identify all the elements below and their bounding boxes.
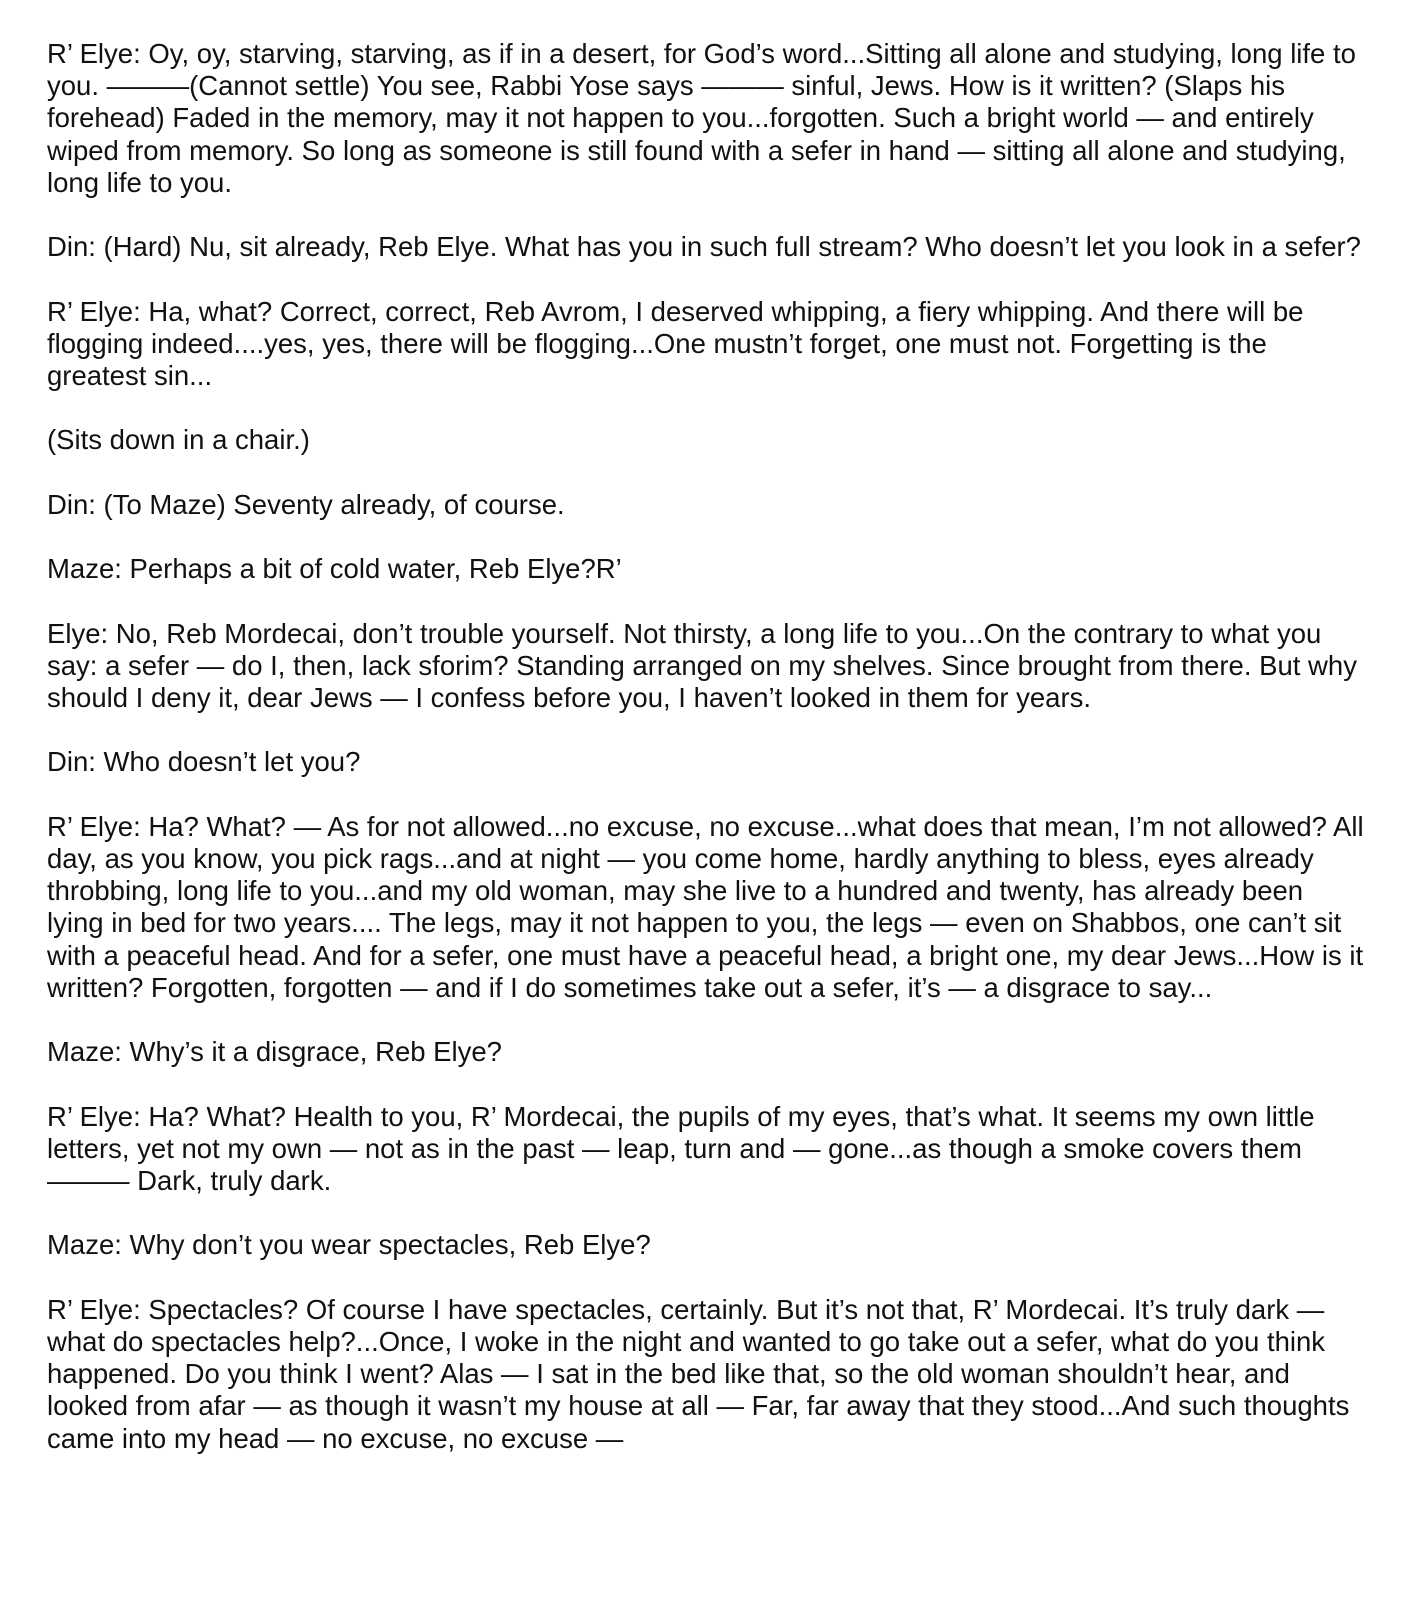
- paragraph-din-2: Din: (To Maze) Seventy already, of course.: [47, 488, 565, 520]
- document-page: [47, 38, 1365, 1487]
- paragraph-r-elye-6: R’ Elye: Spectacles? Of course I have spectacles, certainly. But it’s not that, R’ Mordecai. It’s truly dark — what do spectacles help?...Once, I woke in the night and wanted to go take out a sefer, what do you think happened. Do you think I went? Alas — I sat in the bed like that, so the old woman shouldn’t hear, and looked from afar — as though it wasn’t my house at all — Far, far away that they stood...And such thoughts came into my head — no excuse, no excuse —: [47, 1293, 1350, 1454]
- stage-direction: (Sits down in a chair.): [47, 424, 310, 456]
- paragraph-maze-3: Maze: Why don’t you wear spectacles, Reb Elye?: [47, 1229, 651, 1261]
- paragraph-maze-1: Maze: Perhaps a bit of cold water, Reb Elye?R’: [47, 553, 622, 585]
- paragraph-r-elye-4: R’ Elye: Ha? What? — As for not allowed...no excuse, no excuse...what does that mean, I’m not allowed? All day, as you know, you pick rags...and at night — you come home, hardly anything to bless, eyes already throbbing, long life to you...and my old woman, may she live to a hundred and twenty, has already been lying in bed for two years.... The legs, may it not happen to you, the legs — even on Shabbos, one can’t sit with a peaceful head. And for a sefer, one must have a peaceful head, a bright one, my dear Jews...How is it written? Forgotten, forgotten — and if I do sometimes take out a sefer, it’s — a disgrace to say...: [47, 810, 1364, 1003]
- paragraph-elye-3: Elye: No, Reb Mordecai, don’t trouble yourself. Not thirsty, a long life to you...On the contrary to what you say: a sefer — do I, then, lack sforim? Standing arranged on my shelves. Since brought from there. But why should I deny it, dear Jews — I confess before you, I haven’t looked in them for years.: [47, 617, 1357, 713]
- paragraph-din-3: Din: Who doesn’t let you?: [47, 746, 361, 778]
- paragraph-r-elye-2: R’ Elye: Ha, what? Correct, correct, Reb Avrom, I deserved whipping, a fiery whipping. And there will be flogging indeed....yes, yes, there will be flogging...One mustn’t forget, one must not. Forgetting is the greatest sin...: [47, 295, 1304, 391]
- paragraph-maze-2: Maze: Why’s it a disgrace, Reb Elye?: [47, 1036, 502, 1068]
- paragraph-r-elye-1: R’ Elye: Oy, oy, starving, starving, as if in a desert, for God’s word...Sitting all alone and studying, long life to you. ———(Cannot settle) You see, Rabbi Yose says ——— sinful, Jews. How is it written? (Slaps his forehead) Faded in the memory, may it not happen to you...forgotten. Such a bright world — and entirely wiped from memory. So long as someone is still found with a sefer in hand — sitting all alone and studying, long life to you.: [47, 38, 1356, 198]
- paragraph-r-elye-5: R’ Elye: Ha? What? Health to you, R’ Mordecai, the pupils of my eyes, that’s what. It seems my own little letters, yet not my own — not as in the past — leap, turn and — gone...as though a smoke covers them ——— Dark, truly dark.: [47, 1100, 1315, 1196]
- paragraph-din-1: Din: (Hard) Nu, sit already, Reb Elye. What has you in such full stream? Who doesn’t let you look in a sefer?: [47, 231, 1361, 263]
